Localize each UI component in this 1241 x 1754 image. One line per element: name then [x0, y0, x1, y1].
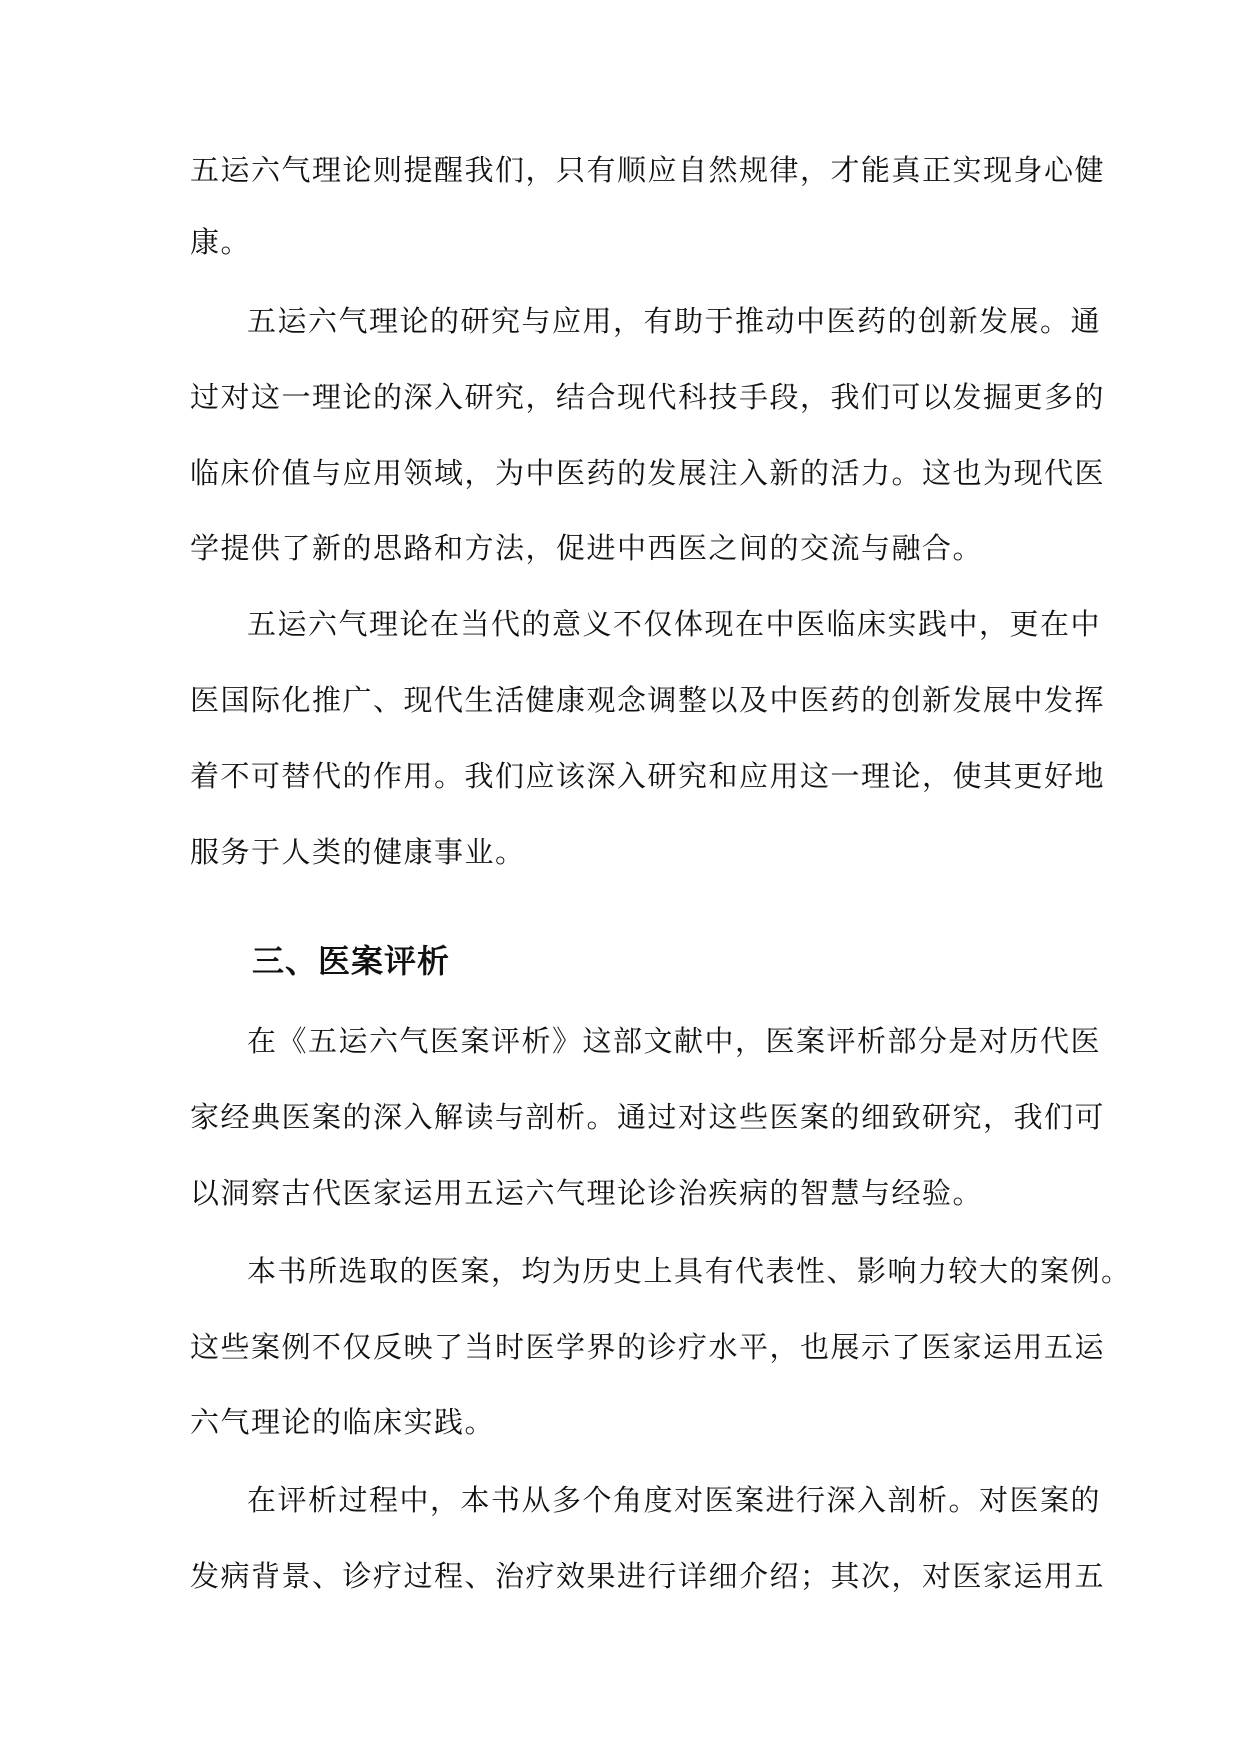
- paragraph-line: 临床价值与应用领域，为中医药的发展注入新的活力。这也为现代医: [190, 456, 1106, 490]
- paragraph-line: 五运六气理论的研究与应用，有助于推动中医药的创新发展。通: [247, 304, 1102, 338]
- paragraph-line: 本书所选取的医案，均为历史上具有代表性、影响力较大的案例。: [247, 1254, 1132, 1288]
- paragraph-line: 以洞察古代医家运用五运六气理论诊治疾病的智慧与经验。: [190, 1176, 984, 1210]
- paragraph-line: 医国际化推广、现代生活健康观念调整以及中医药的创新发展中发挥: [190, 683, 1106, 717]
- paragraph-line: 发病背景、诊疗过程、治疗效果进行详细介绍；其次，对医家运用五: [190, 1559, 1106, 1593]
- paragraph-line: 六气理论的临床实践。: [190, 1405, 496, 1439]
- paragraph-line: 服务于人类的健康事业。: [190, 835, 526, 869]
- paragraph-line: 五运六气理论在当代的意义不仅体现在中医临床实践中，更在中: [247, 607, 1102, 641]
- paragraph-line: 着不可替代的作用。我们应该深入研究和应用这一理论，使其更好地: [190, 759, 1106, 793]
- paragraph-line: 五运六气理论则提醒我们，只有顺应自然规律，才能真正实现身心健: [190, 153, 1106, 187]
- paragraph-line: 在评析过程中，本书从多个角度对医案进行深入剖析。对医案的: [247, 1483, 1102, 1517]
- paragraph-line: 家经典医案的深入解读与剖析。通过对这些医案的细致研究，我们可: [190, 1100, 1106, 1134]
- paragraph-line: 学提供了新的思路和方法，促进中西医之间的交流与融合。: [190, 531, 984, 565]
- paragraph-line: 过对这一理论的深入研究，结合现代科技手段，我们可以发掘更多的: [190, 380, 1106, 414]
- paragraph-line: 康。: [190, 225, 252, 259]
- paragraph-line: 这些案例不仅反映了当时医学界的诊疗水平，也展示了医家运用五运: [190, 1330, 1106, 1364]
- paragraph-line: 在《五运六气医案评析》这部文献中，医案评析部分是对历代医: [247, 1024, 1102, 1058]
- section-heading: 三、医案评析: [252, 942, 451, 980]
